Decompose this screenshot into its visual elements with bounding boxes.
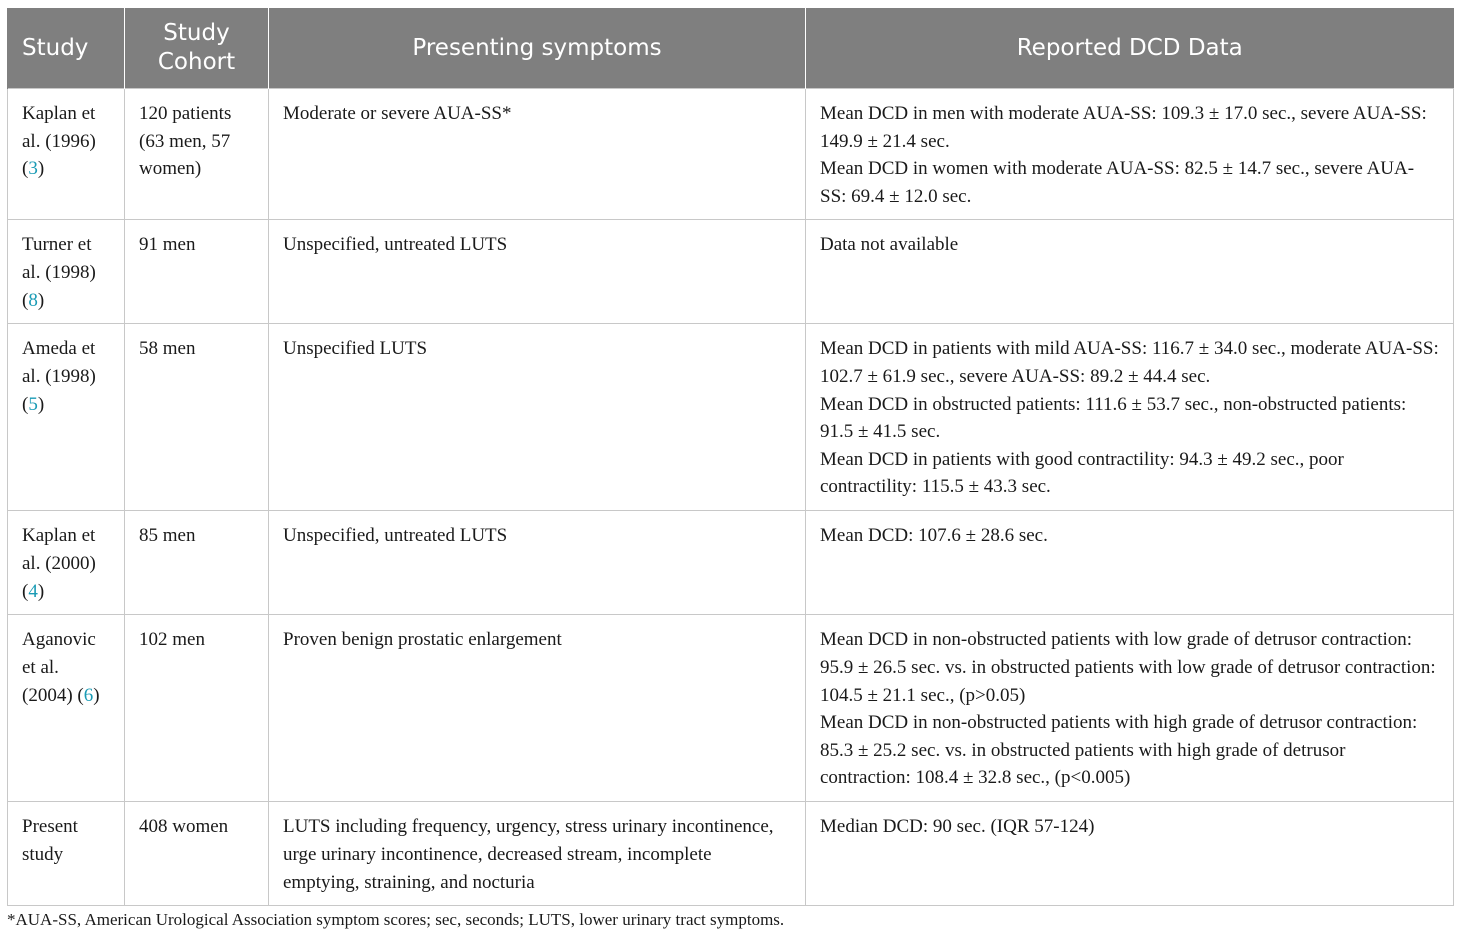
cohort-cell: 85 men — [125, 511, 269, 615]
symptoms-cell: Unspecified, untreated LUTS — [269, 220, 806, 324]
dcd-data-line: Mean DCD in patients with mild AUA-SS: 116.7 ± 34.0 sec., moderate AUA-SS: 102.7 ± 61.9 sec., severe AUA-SS: 89.2 ± 44.4 sec. — [820, 338, 1439, 387]
table-footnote: *AUA-SS, American Urological Association symptom scores; sec, seconds; LUTS, lower urinary tract symptoms. — [7, 910, 785, 929]
dcd-data-cell — [806, 802, 1454, 906]
dcd-data-line: Mean DCD: 107.6 ± 28.6 sec. — [820, 525, 1048, 547]
study-name: Ameda et al. (1998) — [22, 338, 96, 387]
cohort-cell: 120 patients (63 men, 57 women) — [125, 89, 269, 220]
symptoms-cell: LUTS including frequency, urgency, stress urinary incontinence, urge urinary incontinence, decreased stream, incomplete emptying, straining, and nocturia — [269, 802, 806, 906]
cohort-cell: 58 men — [125, 324, 269, 511]
reference-link[interactable]: 6 — [83, 684, 94, 706]
table-body — [8, 89, 1454, 906]
cohort-cell: 408 women — [125, 802, 269, 906]
symptoms-cell: Unspecified, untreated LUTS — [269, 511, 806, 615]
header-presenting-symptoms: Presenting symptoms — [269, 8, 806, 89]
dcd-data-cell — [806, 615, 1454, 802]
study-name: Kaplan et al. (2000) — [22, 525, 96, 574]
symptoms-cell: Moderate or severe AUA-SS* — [269, 89, 806, 220]
dcd-data-line: Mean DCD in patients with good contractility: 94.3 ± 49.2 sec., poor contractility: 115.5 ± 43.3 sec. — [820, 448, 1344, 498]
table-row — [8, 511, 1454, 615]
dcd-data-line: Mean DCD in obstructed patients: 111.6 ± 53.7 sec., non-obstructed patients: 91.5 ± 41.5 sec. — [820, 393, 1407, 443]
study-name: Aganovic et al. (2004) — [22, 629, 96, 706]
study-cell: Aganovic et al. (2004) (6) — [8, 615, 125, 802]
dcd-data-line: Median DCD: 90 sec. (IQR 57-124) — [820, 816, 1095, 838]
dcd-data-line: Data not available — [820, 234, 959, 256]
dcd-data-line: Mean DCD in men with moderate AUA-SS: 109.3 ± 17.0 sec., severe AUA-SS: 149.9 ± 21.4 sec. — [820, 103, 1427, 152]
dcd-data-line: Mean DCD in non-obstructed patients with high grade of detrusor contraction: 85.3 ± 25.2 sec. vs. in obstructed patients with high grade of detrusor contraction: 108.4 ± 32.8 sec., (p<0.005) — [820, 712, 1418, 789]
dcd-data-cell — [806, 89, 1454, 220]
table-row — [8, 89, 1454, 220]
header-row — [8, 8, 1454, 89]
study-name: Turner et al. (1998) — [22, 234, 96, 283]
table-row — [8, 324, 1454, 511]
study-name: Kaplan et al. (1996) — [22, 103, 96, 152]
study-cell — [8, 802, 125, 906]
table-row — [8, 220, 1454, 324]
cohort-cell: 91 men — [125, 220, 269, 324]
symptoms-cell: Proven benign prostatic enlargement — [269, 615, 806, 802]
dcd-data-cell — [806, 324, 1454, 511]
study-cell: Kaplan et al. (1996) (3) — [8, 89, 125, 220]
symptoms-cell: Unspecified LUTS — [269, 324, 806, 511]
reference-link[interactable]: 3 — [28, 158, 38, 180]
header-reported-dcd-data: Reported DCD Data — [806, 8, 1454, 89]
dcd-studies-table-container — [7, 8, 1453, 906]
dcd-studies-table — [7, 8, 1454, 906]
dcd-data-cell — [806, 511, 1454, 615]
dcd-data-line: Mean DCD in non-obstructed patients with low grade of detrusor contraction: 95.9 ± 26.5 sec. vs. in obstructed patients with low grade of detrusor contraction: 104.5 ± 21.1 sec., (p>0.05) — [820, 629, 1436, 706]
dcd-data-cell — [806, 220, 1454, 324]
reference-link[interactable]: 8 — [28, 289, 38, 311]
dcd-data-line: Mean DCD in women with moderate AUA-SS: 82.5 ± 14.7 sec., severe AUA-SS: 69.4 ± 12.0 sec. — [820, 158, 1415, 207]
header-study: Study — [8, 8, 125, 89]
study-cell: Kaplan et al. (2000) (4) — [8, 511, 125, 615]
study-cell: Turner et al. (1998) (8) — [8, 220, 125, 324]
reference-link[interactable]: 4 — [28, 580, 38, 602]
reference-link[interactable]: 5 — [28, 393, 38, 415]
study-cell: Ameda et al. (1998) (5) — [8, 324, 125, 511]
header-study-cohort: Study Cohort — [125, 8, 269, 89]
study-name: Present study — [22, 816, 78, 865]
table-row — [8, 802, 1454, 906]
table-row — [8, 615, 1454, 802]
cohort-cell: 102 men — [125, 615, 269, 802]
